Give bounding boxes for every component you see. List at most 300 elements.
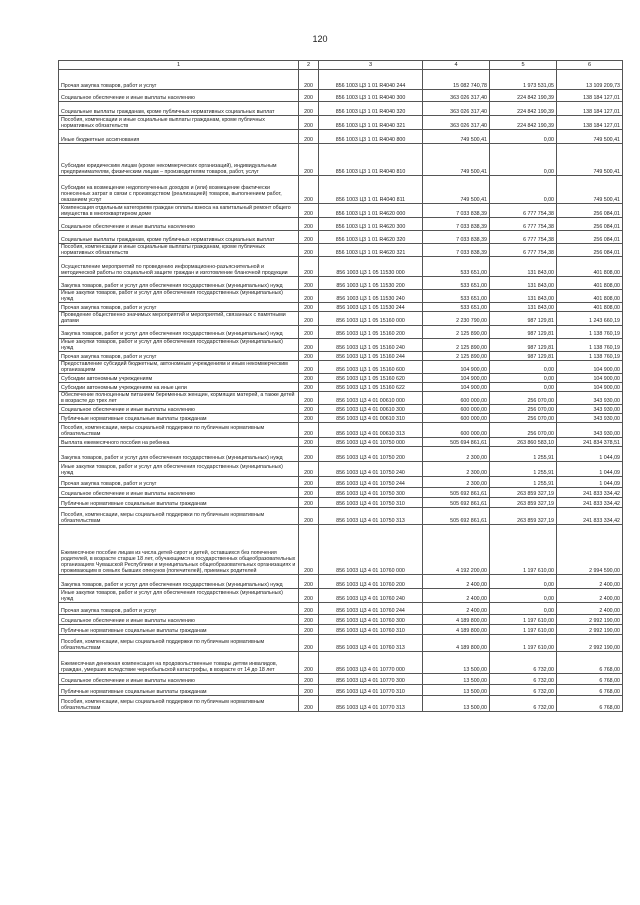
cell-name: Социальное обеспечение и иные выплаты населению [59,615,299,625]
table-row [59,477,623,488]
cell-name: Субсидии на возмещение недополученных доходов и (или) возмещение фактически понесенных затрат в связи с производством (реализацией) товаров, выполнением работ, оказанием услуг [59,176,299,204]
cell-code: 856 1003 Ц3 4 01 10760 313 [319,635,423,652]
cell-remaining: 401 808,00 [557,277,623,290]
cell-executed: 256 070,00 [490,414,557,423]
cell-remaining: 104 900,00 [557,373,623,382]
cell-section: 200 [299,312,319,325]
cell-approved: 2 400,00 [423,575,490,589]
cell-section: 200 [299,116,319,130]
cell-executed: 256 070,00 [490,423,557,438]
cell-executed: 263 859 327,19 [490,488,557,498]
cell-section: 200 [299,360,319,373]
cell-name: Прочая закупка товаров, работ и услуг [59,70,299,90]
table-row [59,338,623,351]
cell-section: 200 [299,696,319,712]
cell-executed: 263 859 327,19 [490,508,557,525]
cell-code: 856 1003 Ц3 4 01 10760 244 [319,603,423,615]
cell-name: Субсидии автономным учреждениям [59,373,299,382]
cell-approved: 2 300,00 [423,462,490,477]
cell-section: 200 [299,635,319,652]
cell-name: Закупка товаров, работ и услуг для обеспечения государственных (муниципальных) нужд [59,325,299,338]
cell-code: 856 1003 Ц3 1 01 R4040 320 [319,102,423,116]
cell-approved: 104 900,00 [423,360,490,373]
cell-executed: 0,00 [490,603,557,615]
cell-approved: 13 500,00 [423,696,490,712]
cell-executed: 224 842 190,39 [490,102,557,116]
table-row [59,176,623,204]
cell-remaining: 6 768,00 [557,685,623,696]
cell-name: Пособия, компенсации и иные социальные выплаты гражданам, кроме публичных нормативных обязательств [59,116,299,130]
cell-name: Проведение общественно значимых мероприятий и мероприятий, связанных с памятными датами [59,312,299,325]
table-row [59,652,623,674]
cell-approved: 4 189 800,00 [423,635,490,652]
cell-approved: 13 500,00 [423,652,490,674]
cell-name: Субсидии автономным учреждениям на иные цели [59,382,299,391]
table-row [59,351,623,360]
cell-code: 856 1003 Ц3 1 01 R4040 300 [319,90,423,102]
cell-approved: 2 300,00 [423,477,490,488]
cell-executed: 6 732,00 [490,685,557,696]
cell-code: 856 1003 Ц3 1 01 R4040 321 [319,116,423,130]
cell-name: Социальное обеспечение и иные выплаты населению [59,674,299,685]
cell-section: 200 [299,625,319,635]
cell-code: 856 1003 Ц3 4 01 10760 300 [319,615,423,625]
cell-name: Предоставление субсидий бюджетным, автономным учреждениям и иным некоммерческим организациям [59,360,299,373]
cell-name: Социальное обеспечение и иные выплаты населению [59,90,299,102]
cell-section: 200 [299,257,319,277]
table-row [59,231,623,244]
cell-approved: 505 692 861,61 [423,508,490,525]
cell-remaining: 343 930,00 [557,414,623,423]
cell-remaining: 241 834 378,51 [557,438,623,447]
cell-remaining: 2 400,00 [557,575,623,589]
cell-approved: 4 189 800,00 [423,615,490,625]
cell-approved: 15 082 740,78 [423,70,490,90]
cell-remaining: 2 992 190,00 [557,615,623,625]
cell-executed: 1 197 610,00 [490,615,557,625]
table-row [59,635,623,652]
cell-remaining: 343 930,00 [557,423,623,438]
cell-remaining: 749 500,41 [557,176,623,204]
cell-name: Публичные нормативные социальные выплаты гражданам [59,498,299,508]
table-row [59,290,623,303]
cell-name: Компенсация отдельным категориям граждан оплаты взноса на капитальный ремонт общего имущества в многоквартирном доме [59,204,299,218]
cell-name: Закупка товаров, работ и услуг для обеспечения государственных (муниципальных) нужд [59,277,299,290]
cell-section: 200 [299,325,319,338]
cell-remaining: 241 833 334,42 [557,508,623,525]
cell-remaining: 241 833 334,42 [557,488,623,498]
table-row [59,423,623,438]
cell-code: 856 1003 Ц3 1 05 11530 000 [319,257,423,277]
cell-approved: 2 125 890,00 [423,351,490,360]
table-row [59,438,623,447]
cell-remaining: 6 768,00 [557,652,623,674]
cell-section: 200 [299,373,319,382]
cell-section: 200 [299,391,319,404]
cell-remaining: 1 044,09 [557,462,623,477]
cell-section: 200 [299,102,319,116]
table-row [59,312,623,325]
cell-code: 856 1003 Ц3 1 01 R4040 811 [319,176,423,204]
table-row [59,204,623,218]
cell-executed: 987 129,81 [490,351,557,360]
cell-name: Иные закупки товаров, работ и услуг для обеспечения государственных (муниципальных) нужд [59,338,299,351]
cell-executed: 1 973 531,05 [490,70,557,90]
cell-name: Социальное обеспечение и иные выплаты населению [59,218,299,231]
cell-section: 200 [299,90,319,102]
cell-executed: 0,00 [490,130,557,144]
table-row [59,218,623,231]
cell-approved: 2 300,00 [423,447,490,462]
cell-remaining: 343 930,00 [557,405,623,414]
cell-code: 856 1003 Ц3 4 01 00610 313 [319,423,423,438]
cell-section: 200 [299,674,319,685]
cell-code: 856 1003 Ц3 4 01 10750 240 [319,462,423,477]
cell-executed: 256 070,00 [490,405,557,414]
cell-code: 856 1003 Ц3 4 01 10770 310 [319,685,423,696]
cell-remaining: 749 500,41 [557,144,623,176]
cell-code: 856 1003 Ц3 4 01 10760 310 [319,625,423,635]
table-row [59,325,623,338]
cell-section: 200 [299,589,319,603]
table-row [59,462,623,477]
table-row [59,525,623,575]
cell-approved: 7 033 838,39 [423,204,490,218]
cell-name: Иные закупки товаров, работ и услуг для обеспечения государственных (муниципальных) нужд [59,589,299,603]
cell-code: 856 1003 Ц3 4 01 10750 200 [319,447,423,462]
cell-executed: 131 843,00 [490,257,557,277]
cell-code: 856 1003 Ц3 4 01 10770 300 [319,674,423,685]
cell-section: 200 [299,462,319,477]
table-row [59,116,623,130]
cell-remaining: 1 044,09 [557,447,623,462]
cell-executed: 0,00 [490,589,557,603]
cell-name: Публичные нормативные социальные выплаты гражданам [59,625,299,635]
cell-name: Прочая закупка товаров, работ и услуг [59,351,299,360]
cell-approved: 13 500,00 [423,674,490,685]
table-row [59,674,623,685]
cell-approved: 600 000,00 [423,405,490,414]
cell-section: 200 [299,603,319,615]
cell-remaining: 1 138 760,19 [557,338,623,351]
cell-name: Прочая закупка товаров, работ и услуг [59,303,299,312]
table-row [59,589,623,603]
cell-executed: 1 197 610,00 [490,525,557,575]
table-row [59,498,623,508]
cell-code: 856 1003 Ц3 1 01 R4620 320 [319,231,423,244]
cell-code: 856 1003 Ц3 4 01 10750 310 [319,498,423,508]
table-row [59,447,623,462]
table-row [59,625,623,635]
cell-code: 856 1003 Ц3 1 05 15160 600 [319,360,423,373]
cell-remaining: 104 900,00 [557,360,623,373]
cell-code: 856 1003 Ц3 1 05 15160 622 [319,382,423,391]
cell-code: 856 1003 Ц3 4 01 10760 200 [319,575,423,589]
cell-section: 200 [299,685,319,696]
cell-name: Субсидии юридическим лицам (кроме некоммерческих организаций), индивидуальным предпринимателям, физическим лицам – производителям товаров, работ, услуг [59,144,299,176]
cell-remaining: 401 808,00 [557,290,623,303]
table-row [59,90,623,102]
cell-code: 856 1003 Ц3 1 05 11530 240 [319,290,423,303]
cell-remaining: 2 992 190,00 [557,635,623,652]
cell-code: 856 1003 Ц3 1 01 R4620 000 [319,204,423,218]
table-row [59,102,623,116]
cell-executed: 1 197 610,00 [490,625,557,635]
cell-remaining: 2 400,00 [557,589,623,603]
column-header: 6 [557,61,623,70]
cell-section: 200 [299,70,319,90]
cell-approved: 363 026 317,40 [423,102,490,116]
cell-executed: 6 732,00 [490,696,557,712]
cell-code: 856 1003 Ц3 4 01 10760 240 [319,589,423,603]
cell-approved: 363 026 317,40 [423,90,490,102]
cell-approved: 13 500,00 [423,685,490,696]
column-header: 5 [490,61,557,70]
cell-executed: 0,00 [490,373,557,382]
cell-remaining: 2 992 190,00 [557,625,623,635]
cell-executed: 0,00 [490,575,557,589]
cell-code: 856 1003 Ц3 4 01 10750 313 [319,508,423,525]
cell-executed: 1 197 610,00 [490,635,557,652]
cell-code: 856 1003 Ц3 4 01 10760 000 [319,525,423,575]
cell-section: 200 [299,477,319,488]
cell-remaining: 343 930,00 [557,391,623,404]
cell-name: Пособия, компенсации и иные социальные выплаты гражданам, кроме публичных нормативных обязательств [59,244,299,257]
cell-remaining: 1 044,09 [557,477,623,488]
cell-name: Социальные выплаты гражданам, кроме публичных нормативных социальных выплат [59,231,299,244]
cell-approved: 7 033 838,39 [423,244,490,257]
cell-approved: 7 033 838,39 [423,218,490,231]
cell-approved: 533 651,00 [423,257,490,277]
cell-executed: 6 777 754,38 [490,244,557,257]
cell-name: Выплата ежемесячного пособия на ребенка [59,438,299,447]
table-header-row [59,61,623,70]
cell-name: Пособия, компенсации, меры социальной поддержки по публичным нормативным обязательствам [59,635,299,652]
cell-approved: 600 000,00 [423,414,490,423]
cell-remaining: 401 808,00 [557,303,623,312]
cell-executed: 0,00 [490,144,557,176]
cell-approved: 505 694 861,61 [423,438,490,447]
cell-section: 200 [299,382,319,391]
cell-section: 200 [299,351,319,360]
cell-approved: 533 651,00 [423,277,490,290]
cell-name: Иные закупки товаров, работ и услуг для обеспечения государственных (муниципальных) нужд [59,290,299,303]
table-row [59,414,623,423]
cell-name: Пособия, компенсации, меры социальной поддержки по публичным нормативным обязательствам [59,423,299,438]
cell-section: 200 [299,488,319,498]
cell-section: 200 [299,438,319,447]
cell-remaining: 138 184 127,01 [557,102,623,116]
column-header: 1 [59,61,299,70]
cell-remaining: 13 109 209,73 [557,70,623,90]
cell-executed: 6 732,00 [490,652,557,674]
cell-section: 200 [299,338,319,351]
cell-remaining: 241 833 334,42 [557,498,623,508]
cell-name: Осуществление мероприятий по проведению информационно-разъяснительной и методической работы по социальной защите граждан и изготовление бланочной продукции [59,257,299,277]
cell-executed: 1 255,91 [490,447,557,462]
cell-approved: 2 400,00 [423,603,490,615]
table-row [59,360,623,373]
cell-section: 200 [299,231,319,244]
cell-section: 200 [299,575,319,589]
cell-executed: 224 842 190,39 [490,90,557,102]
table-row [59,391,623,404]
cell-remaining: 1 138 760,19 [557,351,623,360]
cell-name: Прочая закупка товаров, работ и услуг [59,603,299,615]
table-row [59,615,623,625]
cell-approved: 2 125 890,00 [423,325,490,338]
cell-executed: 263 859 327,19 [490,498,557,508]
budget-table [58,60,623,712]
cell-code: 856 1003 Ц3 1 05 15160 000 [319,312,423,325]
column-header: 2 [299,61,319,70]
cell-executed: 131 843,00 [490,303,557,312]
cell-name: Социальное обеспечение и иные выплаты населению [59,488,299,498]
table-row [59,244,623,257]
cell-section: 200 [299,130,319,144]
cell-remaining: 256 084,01 [557,244,623,257]
cell-executed: 131 843,00 [490,290,557,303]
cell-approved: 363 026 317,40 [423,116,490,130]
cell-code: 856 1003 Ц3 1 01 R4040 244 [319,70,423,90]
cell-executed: 0,00 [490,382,557,391]
column-header: 3 [319,61,423,70]
table-row [59,685,623,696]
cell-section: 200 [299,204,319,218]
cell-executed: 6 777 754,38 [490,204,557,218]
cell-section: 200 [299,405,319,414]
cell-approved: 2 400,00 [423,589,490,603]
cell-section: 200 [299,652,319,674]
cell-section: 200 [299,525,319,575]
cell-code: 856 1003 Ц3 4 01 00610 310 [319,414,423,423]
cell-section: 200 [299,244,319,257]
cell-name: Обеспечение полноценным питанием беременных женщин, кормящих матерей, а также детей в возрасте до трех лет [59,391,299,404]
cell-section: 200 [299,498,319,508]
cell-code: 856 1003 Ц3 4 01 10750 000 [319,438,423,447]
cell-approved: 749 500,41 [423,144,490,176]
cell-name: Публичные нормативные социальные выплаты гражданам [59,414,299,423]
cell-section: 200 [299,423,319,438]
cell-remaining: 256 084,01 [557,204,623,218]
cell-section: 200 [299,447,319,462]
cell-executed: 987 129,81 [490,312,557,325]
cell-name: Пособия, компенсации, меры социальной поддержки по публичным нормативным обязательствам [59,508,299,525]
cell-section: 200 [299,218,319,231]
cell-approved: 749 500,41 [423,176,490,204]
cell-name: Иные закупки товаров, работ и услуг для обеспечения государственных (муниципальных) нужд [59,462,299,477]
cell-code: 856 1003 Ц3 4 01 10750 300 [319,488,423,498]
cell-code: 856 1003 Ц3 1 05 11530 244 [319,303,423,312]
table-row [59,488,623,498]
cell-approved: 4 192 200,00 [423,525,490,575]
cell-remaining: 138 184 127,01 [557,116,623,130]
table-row [59,303,623,312]
cell-executed: 224 842 190,39 [490,116,557,130]
cell-approved: 505 692 861,61 [423,488,490,498]
table-row [59,508,623,525]
cell-executed: 263 860 583,10 [490,438,557,447]
cell-remaining: 749 500,41 [557,130,623,144]
cell-name: Закупка товаров, работ и услуг для обеспечения государственных (муниципальных) нужд [59,575,299,589]
cell-code: 856 1003 Ц3 1 05 15160 620 [319,373,423,382]
cell-approved: 505 692 861,61 [423,498,490,508]
cell-section: 200 [299,290,319,303]
cell-code: 856 1003 Ц3 1 01 R4040 810 [319,144,423,176]
cell-code: 856 1003 Ц3 4 01 10770 313 [319,696,423,712]
cell-name: Прочая закупка товаров, работ и услуг [59,477,299,488]
page-number: 120 [312,34,328,44]
table-row [59,277,623,290]
cell-section: 200 [299,176,319,204]
cell-executed: 0,00 [490,360,557,373]
table-row [59,696,623,712]
table-row [59,70,623,90]
cell-executed: 987 129,81 [490,338,557,351]
cell-remaining: 6 768,00 [557,674,623,685]
cell-remaining: 401 808,00 [557,257,623,277]
table-row [59,405,623,414]
cell-name: Ежемесячная денежная компенсация на продовольственные товары детям инвалидов, граждан, умерших вследствие чернобыльской катастрофы, в возрасте от 14 до 18 лет [59,652,299,674]
cell-remaining: 1 243 660,19 [557,312,623,325]
cell-approved: 749 500,41 [423,130,490,144]
cell-section: 200 [299,144,319,176]
cell-approved: 2 125 890,00 [423,338,490,351]
cell-remaining: 2 400,00 [557,603,623,615]
cell-approved: 2 230 790,00 [423,312,490,325]
cell-executed: 6 777 754,38 [490,231,557,244]
cell-remaining: 1 138 760,19 [557,325,623,338]
cell-section: 200 [299,277,319,290]
cell-executed: 6 777 754,38 [490,218,557,231]
cell-remaining: 6 768,00 [557,696,623,712]
cell-name: Закупка товаров, работ и услуг для обеспечения государственных (муниципальных) нужд [59,447,299,462]
cell-remaining: 104 900,00 [557,382,623,391]
cell-code: 856 1003 Ц3 1 01 R4040 800 [319,130,423,144]
cell-remaining: 2 994 590,00 [557,525,623,575]
cell-executed: 1 255,91 [490,477,557,488]
cell-approved: 104 900,00 [423,373,490,382]
cell-executed: 6 732,00 [490,674,557,685]
cell-code: 856 1003 Ц3 1 05 15160 200 [319,325,423,338]
table-row [59,382,623,391]
column-header: 4 [423,61,490,70]
cell-name: Ежемесячное пособие лицам из числа детей-сирот и детей, оставшихся без попечения родителей, в возрасте старше 18 лет, обучающимся в государственных общеобразовательных организациях Чувашской Республики и муниципальных общеобразовательных организациях и проживающим в семьях бывших опекунов (попечителей), приемных родителей [59,525,299,575]
table-row [59,575,623,589]
cell-approved: 104 900,00 [423,382,490,391]
cell-section: 200 [299,414,319,423]
cell-name: Пособия, компенсации, меры социальной поддержки по публичным нормативным обязательствам [59,696,299,712]
cell-name: Социальные выплаты гражданам, кроме публичных нормативных социальных выплат [59,102,299,116]
table-row [59,144,623,176]
cell-section: 200 [299,303,319,312]
cell-executed: 1 255,91 [490,462,557,477]
cell-executed: 131 843,00 [490,277,557,290]
cell-name: Социальное обеспечение и иные выплаты населению [59,405,299,414]
table-body [59,70,623,712]
cell-section: 200 [299,508,319,525]
cell-code: 856 1003 Ц3 4 01 00610 300 [319,405,423,414]
table-row [59,257,623,277]
cell-code: 856 1003 Ц3 1 05 15160 244 [319,351,423,360]
cell-approved: 600 000,00 [423,391,490,404]
cell-code: 856 1003 Ц3 1 05 11530 200 [319,277,423,290]
cell-remaining: 256 084,01 [557,218,623,231]
cell-executed: 0,00 [490,176,557,204]
cell-code: 856 1003 Ц3 4 01 00610 000 [319,391,423,404]
cell-code: 856 1003 Ц3 4 01 10770 000 [319,652,423,674]
cell-section: 200 [299,615,319,625]
